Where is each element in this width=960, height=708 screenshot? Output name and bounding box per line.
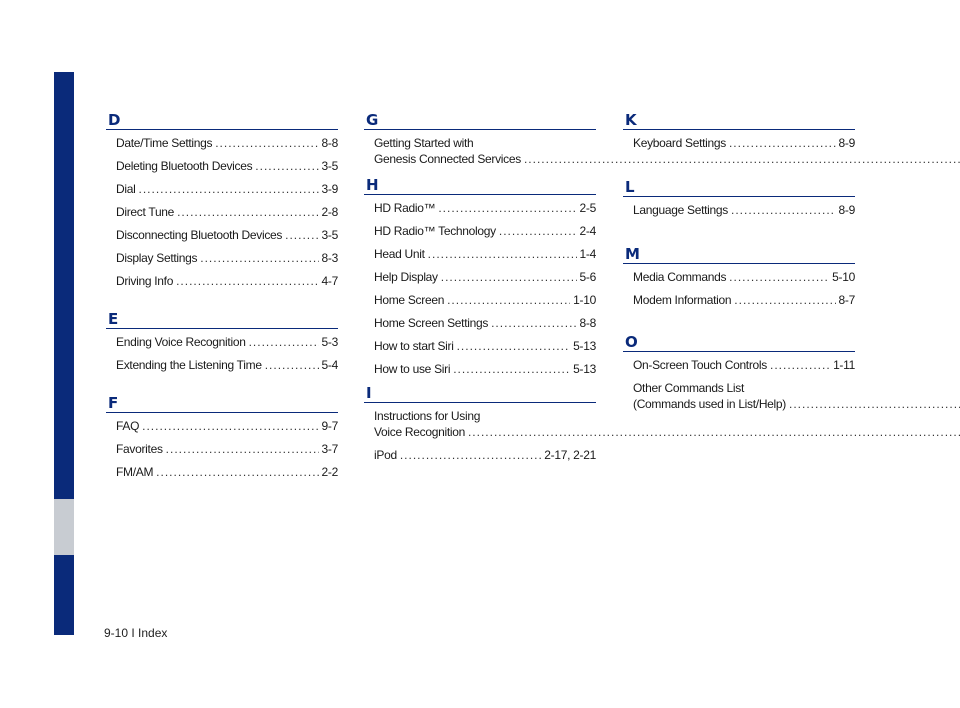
entry-page: 5-3 <box>321 335 338 349</box>
index-section-k <box>623 112 855 151</box>
section-letter: D <box>106 112 338 130</box>
index-entry[interactable] <box>116 273 338 289</box>
entry-name: Media Commands <box>633 270 727 284</box>
index-entry[interactable] <box>374 315 596 331</box>
leader-dots <box>265 357 319 373</box>
page-footer: 9-10 I Index <box>104 626 168 640</box>
section-letter: M <box>623 246 855 264</box>
leader-dots <box>499 223 577 239</box>
entry-name: Display Settings <box>116 251 198 265</box>
index-section-h <box>364 177 596 377</box>
entry-name: Language Settings <box>633 203 728 217</box>
entry-name: Keyboard Settings <box>633 136 726 150</box>
section-letter: E <box>106 311 338 329</box>
entry-name-line1: Getting Started with <box>374 136 474 150</box>
entry-name: How to start Siri <box>374 339 454 353</box>
section-letter: L <box>623 179 855 197</box>
entry-name: How to use Siri <box>374 362 451 376</box>
index-entry[interactable] <box>116 204 338 220</box>
index-entry[interactable] <box>116 357 338 373</box>
leader-dots <box>447 292 570 308</box>
entry-name: Favorites <box>116 442 163 456</box>
index-section-l <box>623 179 855 218</box>
entry-page: 5-13 <box>573 362 596 376</box>
index-section-m <box>623 246 855 308</box>
section-letter: O <box>623 334 855 352</box>
index-entry[interactable] <box>116 250 338 266</box>
entry-page: 5-10 <box>832 270 855 284</box>
entry-name: FM/AM <box>116 465 154 479</box>
index-column-2 <box>364 112 596 485</box>
index-entry[interactable] <box>374 361 596 377</box>
index-entry[interactable] <box>374 292 596 308</box>
section-letter: G <box>364 112 596 130</box>
section-letter: F <box>106 395 338 413</box>
entry-name: On-Screen Touch Controls <box>633 358 767 372</box>
entry-name: HD Radio™ <box>374 201 436 215</box>
leader-dots <box>438 200 576 216</box>
entry-page: 1-10 <box>573 293 596 307</box>
leader-dots <box>138 181 318 197</box>
section-letter: K <box>623 112 855 130</box>
index-entry[interactable] <box>633 380 855 412</box>
leader-dots <box>441 269 577 285</box>
index-entry[interactable] <box>374 408 596 440</box>
index-column-1 <box>106 112 338 502</box>
section-letter: I <box>364 385 596 403</box>
entry-page: 2-8 <box>321 205 338 219</box>
index-entry[interactable] <box>116 158 338 174</box>
leader-dots <box>166 441 319 457</box>
entry-page: 8-8 <box>321 136 338 150</box>
entry-page: 5-4 <box>321 358 338 372</box>
leader-dots <box>428 246 577 262</box>
entry-page: 8-7 <box>838 293 855 307</box>
index-entry[interactable] <box>374 223 596 239</box>
leader-dots <box>200 250 318 266</box>
leader-dots <box>453 361 570 377</box>
index-entry[interactable] <box>374 269 596 285</box>
leader-dots <box>789 396 960 412</box>
entry-name: Deleting Bluetooth Devices <box>116 159 253 173</box>
index-entry[interactable] <box>374 338 596 354</box>
entry-page: 2-2 <box>321 465 338 479</box>
leader-dots <box>285 227 318 243</box>
entry-name: Genesis Connected Services <box>374 152 521 166</box>
sidebar-bar-highlight <box>54 499 74 555</box>
entry-name: Voice Recognition <box>374 425 465 439</box>
entry-name-line1: Instructions for Using <box>374 409 481 423</box>
entry-name: Home Screen Settings <box>374 316 489 330</box>
entry-name: Date/Time Settings <box>116 136 213 150</box>
leader-dots <box>729 269 829 285</box>
leader-dots <box>255 158 318 174</box>
entry-page: 4-7 <box>321 274 338 288</box>
leader-dots <box>491 315 576 331</box>
entry-name: Ending Voice Recognition <box>116 335 246 349</box>
leader-dots <box>249 334 319 350</box>
index-entry[interactable] <box>374 200 596 216</box>
entry-page: 8-3 <box>321 251 338 265</box>
entry-page: 2-5 <box>579 201 596 215</box>
entry-page: 8-9 <box>838 136 855 150</box>
index-entry[interactable] <box>374 447 596 463</box>
entry-name: Help Display <box>374 270 438 284</box>
index-section-o <box>623 334 855 412</box>
entry-name: Home Screen <box>374 293 445 307</box>
index-entry[interactable] <box>116 441 338 457</box>
entry-page: 5-13 <box>573 339 596 353</box>
index-entry[interactable] <box>116 181 338 197</box>
entry-page: 9-7 <box>321 419 338 433</box>
entry-name: HD Radio™ Technology <box>374 224 496 238</box>
leader-dots <box>729 135 836 151</box>
leader-dots <box>156 464 318 480</box>
index-entry[interactable] <box>374 135 596 167</box>
index-entry[interactable] <box>633 202 855 218</box>
section-letter: H <box>364 177 596 195</box>
index-entry[interactable] <box>116 418 338 434</box>
entry-page: 1-11 <box>833 358 855 372</box>
entry-page: 8-9 <box>838 203 855 217</box>
index-entry[interactable] <box>116 334 338 350</box>
index-section-i <box>364 385 596 463</box>
index-entry[interactable] <box>633 135 855 151</box>
leader-dots <box>176 273 318 289</box>
index-entry[interactable] <box>116 135 338 151</box>
entry-page: 8-8 <box>579 316 596 330</box>
index-entry[interactable] <box>374 246 596 262</box>
index-section-e <box>106 311 338 373</box>
sidebar-bar-bottom <box>54 555 74 635</box>
entry-name: (Commands used in List/Help) <box>633 397 786 411</box>
entry-page: 3-5 <box>321 159 338 173</box>
entry-page: 5-6 <box>579 270 596 284</box>
leader-dots <box>215 135 318 151</box>
entry-name: Extending the Listening Time <box>116 358 262 372</box>
entry-name: Head Unit <box>374 247 425 261</box>
entry-page: 2-4 <box>579 224 596 238</box>
index-entry[interactable] <box>116 227 338 243</box>
leader-dots <box>400 447 541 463</box>
entry-name: Driving Info <box>116 274 174 288</box>
entry-name: Disconnecting Bluetooth Devices <box>116 228 283 242</box>
entry-page: 2-17, 2-21 <box>544 448 596 462</box>
leader-dots <box>177 204 318 220</box>
entry-name: FAQ <box>116 419 140 433</box>
index-entry[interactable] <box>633 292 855 308</box>
leader-dots <box>734 292 835 308</box>
leader-dots <box>457 338 571 354</box>
index-column-3 <box>623 112 855 434</box>
entry-name-line1: Other Commands List <box>633 381 745 395</box>
index-section-g <box>364 112 596 167</box>
entry-name: Direct Tune <box>116 205 175 219</box>
leader-dots <box>770 357 830 373</box>
leader-dots <box>142 418 318 434</box>
entry-name: iPod <box>374 448 397 462</box>
index-entry[interactable] <box>116 464 338 480</box>
index-entry[interactable] <box>633 269 855 285</box>
leader-dots <box>731 202 836 218</box>
index-section-d <box>106 112 338 289</box>
sidebar-bar-top <box>54 72 74 499</box>
entry-page: 1-4 <box>579 247 596 261</box>
entry-page: 3-9 <box>321 182 338 196</box>
entry-name: Dial <box>116 182 136 196</box>
index-section-f <box>106 395 338 480</box>
index-entry[interactable] <box>633 357 855 373</box>
entry-page: 3-5 <box>321 228 338 242</box>
entry-page: 3-7 <box>321 442 338 456</box>
entry-name: Modem Information <box>633 293 732 307</box>
